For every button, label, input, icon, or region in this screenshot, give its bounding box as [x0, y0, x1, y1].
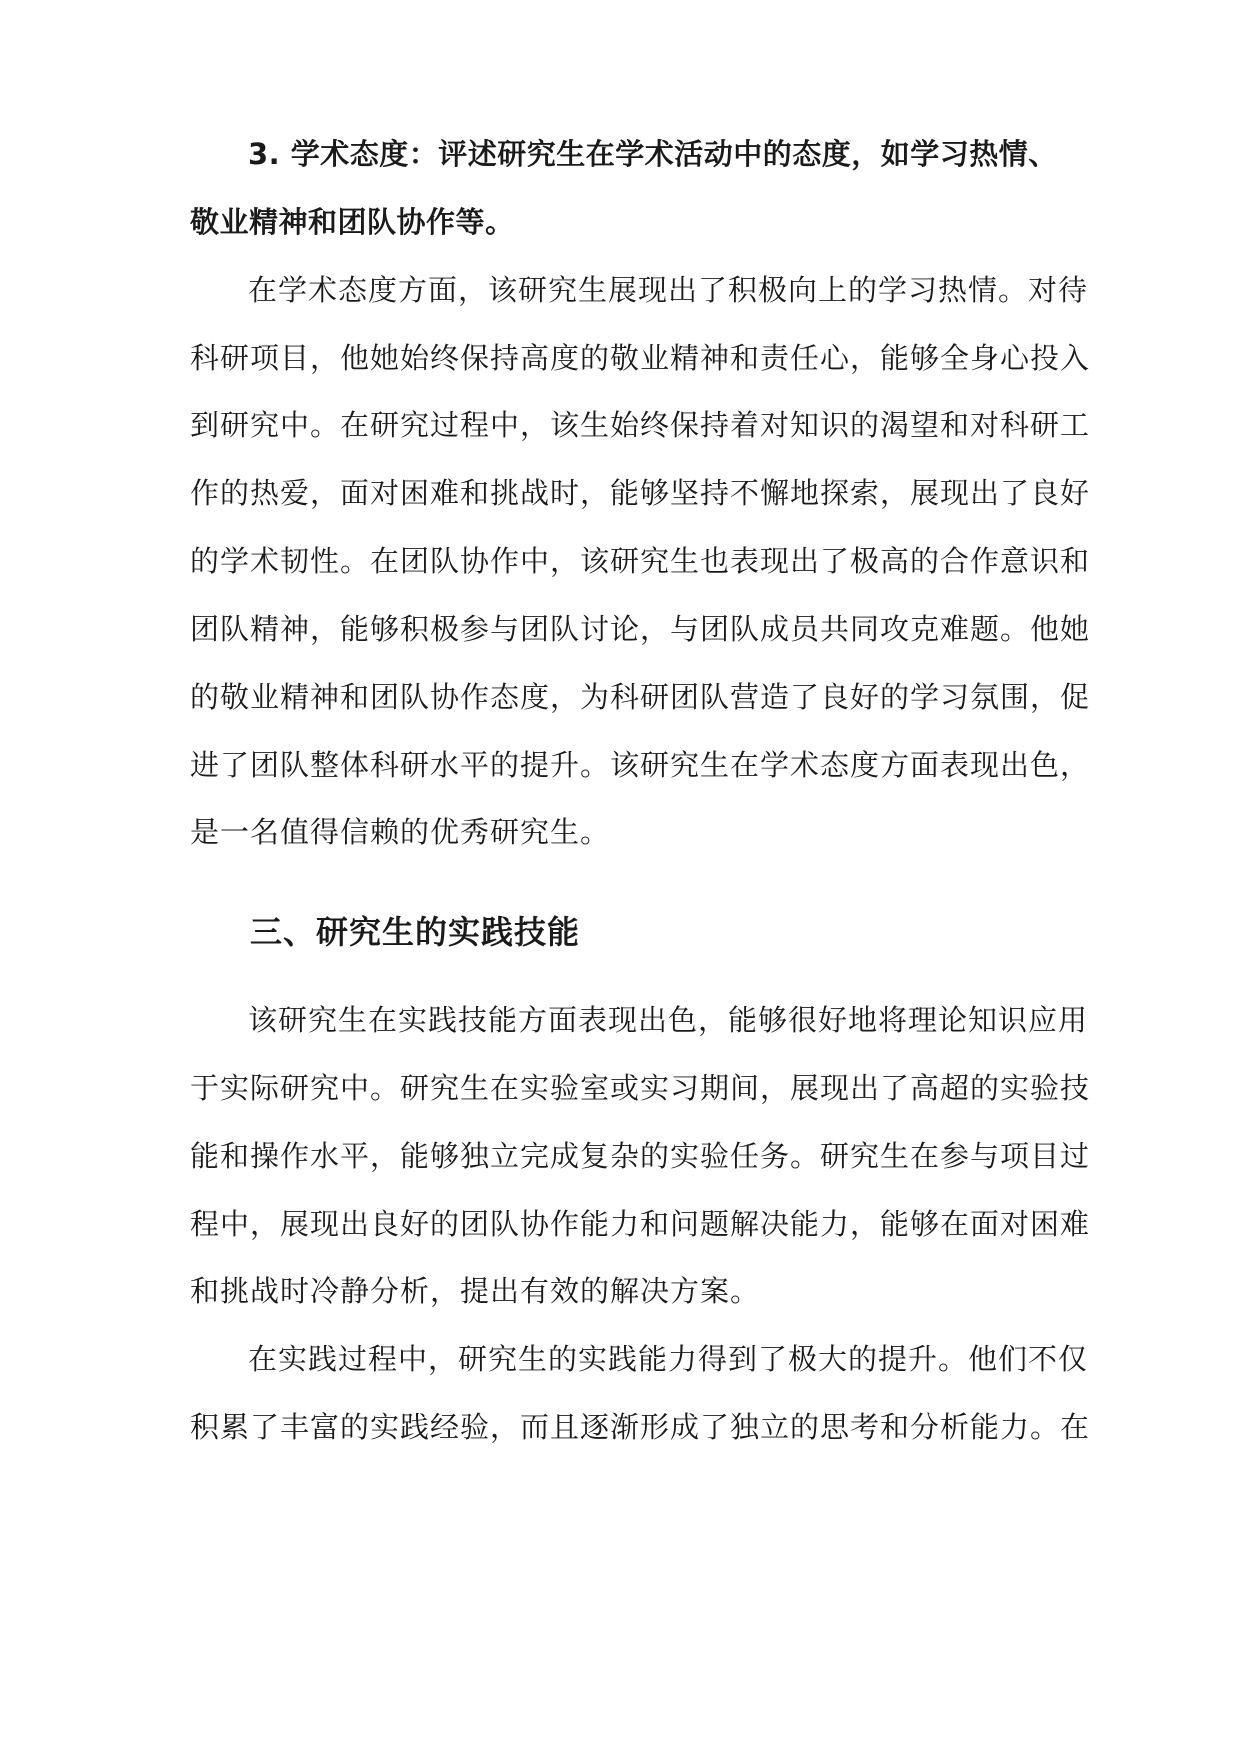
paragraph-line: 到研究中。在研究过程中，该生始终保持着对知识的渴望和对科研工	[190, 408, 1091, 442]
section-heading: 三、研究生的实践技能	[250, 913, 581, 951]
paragraph-line: 是一名值得信赖的优秀研究生。	[190, 815, 611, 849]
paragraph-line: 作的热爱，面对困难和挑战时，能够坚持不懈地探索，展现出了良好	[190, 476, 1091, 510]
paragraph-line: 科研项目，他她始终保持高度的敬业精神和责任心，能够全身心投入	[190, 341, 1091, 375]
paragraph-line: 进了团队整体科研水平的提升。该研究生在学术态度方面表现出色，	[190, 748, 1091, 782]
section-title-line: 敬业精神和团队协作等。	[190, 205, 515, 239]
paragraph-line: 和挑战时冷静分析，提出有效的解决方案。	[190, 1274, 761, 1308]
paragraph-line: 于实际研究中。研究生在实验室或实习期间，展现出了高超的实验技	[190, 1071, 1091, 1105]
paragraph-line: 在学术态度方面，该研究生展现出了积极向上的学习热情。对待	[248, 273, 1089, 307]
paragraph-line: 团队精神，能够积极参与团队讨论，与团队成员共同攻克难题。他她	[190, 612, 1091, 646]
paragraph-line: 该研究生在实践技能方面表现出色，能够很好地将理论知识应用	[248, 1003, 1089, 1037]
paragraph-line: 在实践过程中，研究生的实践能力得到了极大的提升。他们不仅	[248, 1342, 1089, 1376]
section-title-line: 3. 学术态度：评述研究生在学术活动中的态度，如学习热情、	[248, 137, 1058, 171]
paragraph-line: 的敬业精神和团队协作态度，为科研团队营造了良好的学习氛围，促	[190, 680, 1091, 714]
paragraph-line: 程中，展现出良好的团队协作能力和问题解决能力，能够在面对困难	[190, 1207, 1091, 1241]
paragraph-line: 的学术韧性。在团队协作中，该研究生也表现出了极高的合作意识和	[190, 544, 1091, 578]
paragraph-line: 能和操作水平，能够独立完成复杂的实验任务。研究生在参与项目过	[190, 1139, 1091, 1173]
paragraph-line: 积累了丰富的实践经验，而且逐渐形成了独立的思考和分析能力。在	[190, 1410, 1091, 1444]
